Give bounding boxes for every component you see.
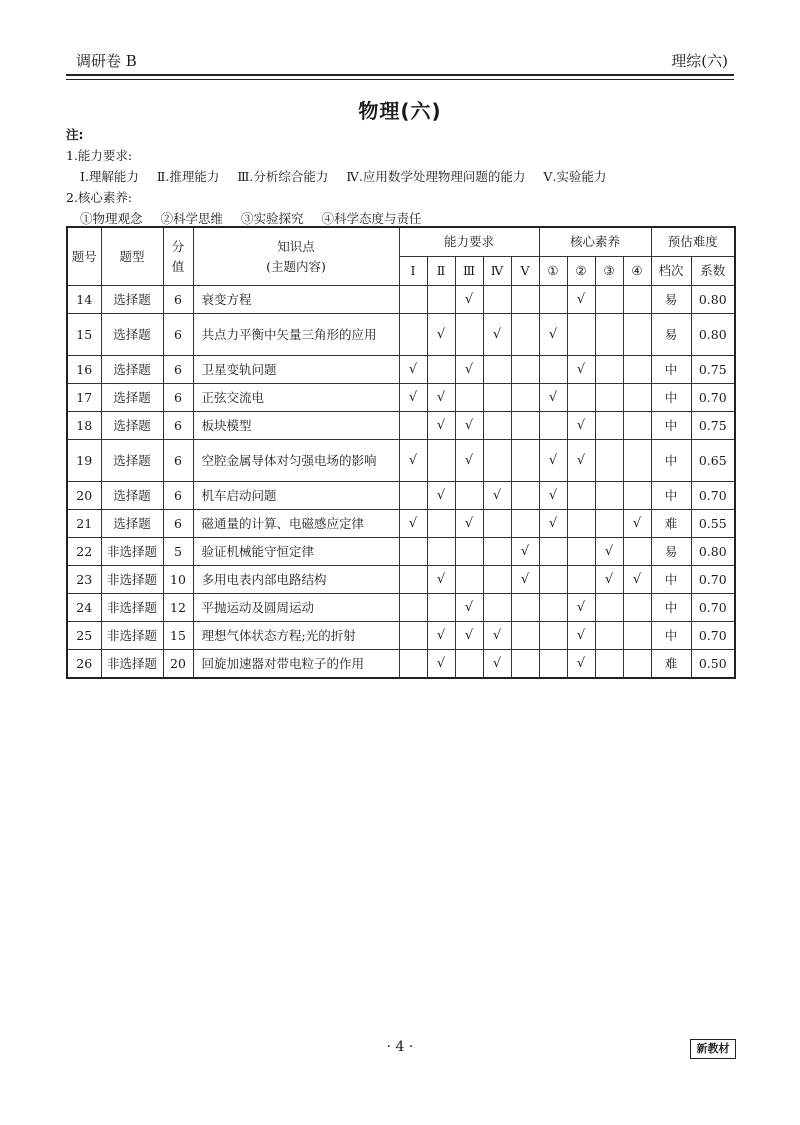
cell-literacy-2: √ <box>567 594 595 622</box>
header-num: 题号 <box>67 227 101 286</box>
cell-type: 非选择题 <box>101 538 163 566</box>
cell-literacy-2: √ <box>567 650 595 679</box>
cell-num: 16 <box>67 356 101 384</box>
page-title: 物理(六) <box>358 99 442 123</box>
cell-literacy-3 <box>595 440 623 482</box>
ability-item: Ⅳ.应用数学处理物理问题的能力 <box>346 169 526 184</box>
cell-literacy-1 <box>539 622 567 650</box>
cell-literacy-1: √ <box>539 482 567 510</box>
cell-literacy-3: √ <box>595 566 623 594</box>
header-knowledge <box>193 227 399 286</box>
cell-num: 24 <box>67 594 101 622</box>
cell-num: 15 <box>67 314 101 356</box>
ability-items <box>66 166 734 187</box>
table-row <box>67 650 735 679</box>
cell-coef: 0.70 <box>691 482 735 510</box>
page-header <box>66 46 734 76</box>
cell-ability-5 <box>511 482 539 510</box>
cell-score: 6 <box>163 510 193 538</box>
cell-level: 中 <box>651 566 691 594</box>
cell-ability-5 <box>511 286 539 314</box>
cell-ability-2 <box>427 440 455 482</box>
cell-knowledge: 磁通量的计算、电磁感应定律 <box>193 510 399 538</box>
edition-badge: 新教材 <box>690 1039 736 1059</box>
cell-ability-1 <box>399 622 427 650</box>
cell-ability-2: √ <box>427 650 455 679</box>
cell-knowledge: 多用电表内部电路结构 <box>193 566 399 594</box>
cell-coef: 0.80 <box>691 538 735 566</box>
cell-literacy-1 <box>539 566 567 594</box>
header-literacy-col: ① <box>539 257 567 286</box>
page-number: · 4 · <box>386 1039 414 1055</box>
cell-ability-1 <box>399 538 427 566</box>
cell-literacy-4 <box>623 356 651 384</box>
cell-knowledge: 回旋加速器对带电粒子的作用 <box>193 650 399 679</box>
cell-ability-1: √ <box>399 356 427 384</box>
cell-coef: 0.70 <box>691 594 735 622</box>
table-row <box>67 538 735 566</box>
cell-literacy-3 <box>595 622 623 650</box>
cell-literacy-1 <box>539 538 567 566</box>
cell-knowledge: 板块模型 <box>193 412 399 440</box>
cell-coef: 0.70 <box>691 622 735 650</box>
cell-ability-2: √ <box>427 622 455 650</box>
cell-knowledge: 平抛运动及圆周运动 <box>193 594 399 622</box>
cell-ability-2: √ <box>427 566 455 594</box>
cell-literacy-2: √ <box>567 412 595 440</box>
cell-ability-4: √ <box>483 622 511 650</box>
cell-coef: 0.75 <box>691 412 735 440</box>
table-row <box>67 482 735 510</box>
literacy-item: ①物理观念 <box>80 211 143 226</box>
cell-knowledge: 衰变方程 <box>193 286 399 314</box>
cell-ability-2: √ <box>427 384 455 412</box>
cell-num: 20 <box>67 482 101 510</box>
table-row <box>67 594 735 622</box>
cell-literacy-1: √ <box>539 384 567 412</box>
cell-ability-3: √ <box>455 622 483 650</box>
cell-ability-5 <box>511 356 539 384</box>
cell-literacy-3 <box>595 356 623 384</box>
cell-type: 选择题 <box>101 412 163 440</box>
cell-ability-5: √ <box>511 538 539 566</box>
ability-item: Ⅱ.推理能力 <box>156 169 220 184</box>
cell-literacy-4 <box>623 286 651 314</box>
cell-literacy-2 <box>567 384 595 412</box>
cell-knowledge: 正弦交流电 <box>193 384 399 412</box>
cell-ability-1 <box>399 650 427 679</box>
cell-literacy-3 <box>595 314 623 356</box>
cell-knowledge: 验证机械能守恒定律 <box>193 538 399 566</box>
cell-level: 中 <box>651 482 691 510</box>
header-literacy-col: ② <box>567 257 595 286</box>
cell-literacy-3 <box>595 286 623 314</box>
cell-level: 中 <box>651 622 691 650</box>
header-left: 调研卷 B <box>76 52 137 70</box>
cell-type: 非选择题 <box>101 650 163 679</box>
cell-num: 21 <box>67 510 101 538</box>
cell-type: 选择题 <box>101 314 163 356</box>
cell-knowledge: 机车启动问题 <box>193 482 399 510</box>
cell-ability-1 <box>399 566 427 594</box>
cell-literacy-4 <box>623 412 651 440</box>
cell-ability-3 <box>455 650 483 679</box>
cell-literacy-3 <box>595 412 623 440</box>
cell-ability-3 <box>455 482 483 510</box>
cell-num: 25 <box>67 622 101 650</box>
table-row <box>67 384 735 412</box>
cell-literacy-3: √ <box>595 538 623 566</box>
table-row <box>67 314 735 356</box>
cell-literacy-4 <box>623 482 651 510</box>
cell-ability-3 <box>455 566 483 594</box>
cell-literacy-1: √ <box>539 440 567 482</box>
cell-ability-2: √ <box>427 482 455 510</box>
ability-item: Ⅲ.分析综合能力 <box>237 169 329 184</box>
cell-ability-1 <box>399 412 427 440</box>
header-type: 题型 <box>101 227 163 286</box>
ability-item: Ⅰ.理解能力 <box>80 169 139 184</box>
cell-score: 6 <box>163 314 193 356</box>
cell-type: 选择题 <box>101 286 163 314</box>
cell-level: 易 <box>651 538 691 566</box>
cell-literacy-1: √ <box>539 510 567 538</box>
table-row <box>67 622 735 650</box>
header-score-text: 分值 <box>171 238 185 274</box>
cell-coef: 0.50 <box>691 650 735 679</box>
table-row <box>67 510 735 538</box>
cell-ability-4: √ <box>483 482 511 510</box>
cell-literacy-1 <box>539 412 567 440</box>
cell-num: 26 <box>67 650 101 679</box>
cell-literacy-2 <box>567 314 595 356</box>
table-row <box>67 356 735 384</box>
cell-ability-3 <box>455 384 483 412</box>
cell-ability-5 <box>511 650 539 679</box>
cell-score: 5 <box>163 538 193 566</box>
cell-ability-1 <box>399 286 427 314</box>
header-knowledge-line2: (主题内容) <box>266 258 326 274</box>
header-ability-col: Ⅰ <box>399 257 427 286</box>
literacy-item: ④科学态度与责任 <box>321 211 422 226</box>
cell-ability-2 <box>427 356 455 384</box>
cell-type: 非选择题 <box>101 594 163 622</box>
cell-score: 20 <box>163 650 193 679</box>
cell-ability-1: √ <box>399 510 427 538</box>
header-literacy: 核心素养 <box>539 227 651 257</box>
cell-ability-1 <box>399 482 427 510</box>
cell-ability-3: √ <box>455 356 483 384</box>
cell-ability-3 <box>455 314 483 356</box>
table-row <box>67 412 735 440</box>
cell-literacy-1 <box>539 286 567 314</box>
notes <box>66 124 734 229</box>
cell-score: 15 <box>163 622 193 650</box>
table-row <box>67 440 735 482</box>
cell-ability-4 <box>483 356 511 384</box>
cell-num: 19 <box>67 440 101 482</box>
cell-ability-5 <box>511 510 539 538</box>
header-literacy-col: ③ <box>595 257 623 286</box>
cell-literacy-4 <box>623 314 651 356</box>
cell-literacy-3 <box>595 384 623 412</box>
cell-ability-3: √ <box>455 510 483 538</box>
literacy-item: ②科学思维 <box>160 211 224 226</box>
cell-literacy-2 <box>567 538 595 566</box>
cell-literacy-1 <box>539 650 567 679</box>
cell-coef: 0.70 <box>691 384 735 412</box>
cell-coef: 0.55 <box>691 510 735 538</box>
cell-coef: 0.80 <box>691 286 735 314</box>
header-literacy-col: ④ <box>623 257 651 286</box>
cell-type: 选择题 <box>101 440 163 482</box>
cell-ability-2: √ <box>427 314 455 356</box>
cell-ability-4 <box>483 286 511 314</box>
notes-label: 注: <box>66 127 84 142</box>
cell-ability-1 <box>399 314 427 356</box>
cell-literacy-2: √ <box>567 622 595 650</box>
cell-ability-5 <box>511 622 539 650</box>
cell-coef: 0.75 <box>691 356 735 384</box>
cell-score: 6 <box>163 412 193 440</box>
header-ability-col: Ⅳ <box>483 257 511 286</box>
cell-coef: 0.70 <box>691 566 735 594</box>
cell-literacy-1: √ <box>539 314 567 356</box>
cell-knowledge: 卫星变轨问题 <box>193 356 399 384</box>
cell-num: 18 <box>67 412 101 440</box>
cell-literacy-3 <box>595 510 623 538</box>
cell-literacy-4 <box>623 622 651 650</box>
header-score <box>163 227 193 286</box>
cell-score: 6 <box>163 356 193 384</box>
cell-literacy-4 <box>623 384 651 412</box>
cell-level: 中 <box>651 412 691 440</box>
cell-level: 难 <box>651 510 691 538</box>
cell-score: 12 <box>163 594 193 622</box>
cell-ability-4 <box>483 384 511 412</box>
cell-ability-3 <box>455 538 483 566</box>
table-header <box>67 227 735 286</box>
header-right: 理综(六) <box>671 52 728 70</box>
cell-ability-3: √ <box>455 440 483 482</box>
header-ability-col: Ⅱ <box>427 257 455 286</box>
cell-ability-3: √ <box>455 412 483 440</box>
cell-ability-4 <box>483 440 511 482</box>
cell-level: 中 <box>651 384 691 412</box>
cell-coef: 0.65 <box>691 440 735 482</box>
cell-literacy-4: √ <box>623 566 651 594</box>
cell-score: 6 <box>163 440 193 482</box>
cell-ability-5 <box>511 384 539 412</box>
cell-literacy-4 <box>623 650 651 679</box>
header-ability: 能力要求 <box>399 227 539 257</box>
cell-ability-1: √ <box>399 440 427 482</box>
cell-literacy-2: √ <box>567 440 595 482</box>
header-ability-col: Ⅴ <box>511 257 539 286</box>
cell-literacy-2 <box>567 566 595 594</box>
cell-literacy-4 <box>623 594 651 622</box>
cell-literacy-4: √ <box>623 510 651 538</box>
cell-literacy-4 <box>623 440 651 482</box>
cell-type: 选择题 <box>101 384 163 412</box>
cell-num: 22 <box>67 538 101 566</box>
header-difficulty: 预估难度 <box>651 227 735 257</box>
table-row <box>67 566 735 594</box>
spec-table <box>66 226 736 679</box>
cell-knowledge: 共点力平衡中矢量三角形的应用 <box>193 314 399 356</box>
cell-ability-3: √ <box>455 594 483 622</box>
cell-coef: 0.80 <box>691 314 735 356</box>
cell-level: 中 <box>651 594 691 622</box>
cell-ability-5 <box>511 440 539 482</box>
cell-ability-2 <box>427 594 455 622</box>
cell-score: 6 <box>163 384 193 412</box>
cell-score: 10 <box>163 566 193 594</box>
cell-ability-3: √ <box>455 286 483 314</box>
cell-ability-5 <box>511 412 539 440</box>
ability-item: Ⅴ.实验能力 <box>543 169 607 184</box>
table-body <box>67 286 735 679</box>
cell-literacy-2: √ <box>567 286 595 314</box>
cell-ability-5 <box>511 314 539 356</box>
cell-ability-2 <box>427 538 455 566</box>
header-knowledge-line1: 知识点 <box>277 238 315 254</box>
cell-ability-2 <box>427 510 455 538</box>
cell-ability-1 <box>399 594 427 622</box>
cell-literacy-4 <box>623 538 651 566</box>
cell-ability-4 <box>483 566 511 594</box>
cell-ability-4: √ <box>483 650 511 679</box>
cell-level: 中 <box>651 440 691 482</box>
cell-knowledge: 理想气体状态方程;光的折射 <box>193 622 399 650</box>
cell-num: 23 <box>67 566 101 594</box>
cell-knowledge: 空腔金属导体对匀强电场的影响 <box>193 440 399 482</box>
cell-level: 中 <box>651 356 691 384</box>
cell-level: 难 <box>651 650 691 679</box>
cell-type: 选择题 <box>101 356 163 384</box>
cell-num: 17 <box>67 384 101 412</box>
cell-ability-5: √ <box>511 566 539 594</box>
cell-ability-4 <box>483 538 511 566</box>
cell-literacy-2: √ <box>567 356 595 384</box>
cell-type: 非选择题 <box>101 622 163 650</box>
cell-type: 选择题 <box>101 482 163 510</box>
cell-ability-4: √ <box>483 314 511 356</box>
cell-ability-2: √ <box>427 412 455 440</box>
cell-ability-1: √ <box>399 384 427 412</box>
header-ability-col: Ⅲ <box>455 257 483 286</box>
cell-ability-4 <box>483 412 511 440</box>
cell-ability-2 <box>427 286 455 314</box>
cell-literacy-3 <box>595 482 623 510</box>
cell-type: 非选择题 <box>101 566 163 594</box>
cell-level: 易 <box>651 314 691 356</box>
cell-score: 6 <box>163 482 193 510</box>
cell-ability-5 <box>511 594 539 622</box>
cell-ability-4 <box>483 594 511 622</box>
cell-literacy-2 <box>567 482 595 510</box>
table-row <box>67 286 735 314</box>
cell-literacy-3 <box>595 650 623 679</box>
literacy-item: ③实验探究 <box>241 211 304 226</box>
cell-literacy-2 <box>567 510 595 538</box>
cell-literacy-3 <box>595 594 623 622</box>
header-coef: 系数 <box>691 257 735 286</box>
cell-literacy-1 <box>539 594 567 622</box>
cell-type: 选择题 <box>101 510 163 538</box>
cell-ability-4 <box>483 510 511 538</box>
cell-literacy-1 <box>539 356 567 384</box>
header-level: 档次 <box>651 257 691 286</box>
literacy-title: 2.核心素养: <box>66 190 133 205</box>
cell-num: 14 <box>67 286 101 314</box>
ability-title: 1.能力要求: <box>66 148 133 163</box>
cell-score: 6 <box>163 286 193 314</box>
cell-level: 易 <box>651 286 691 314</box>
